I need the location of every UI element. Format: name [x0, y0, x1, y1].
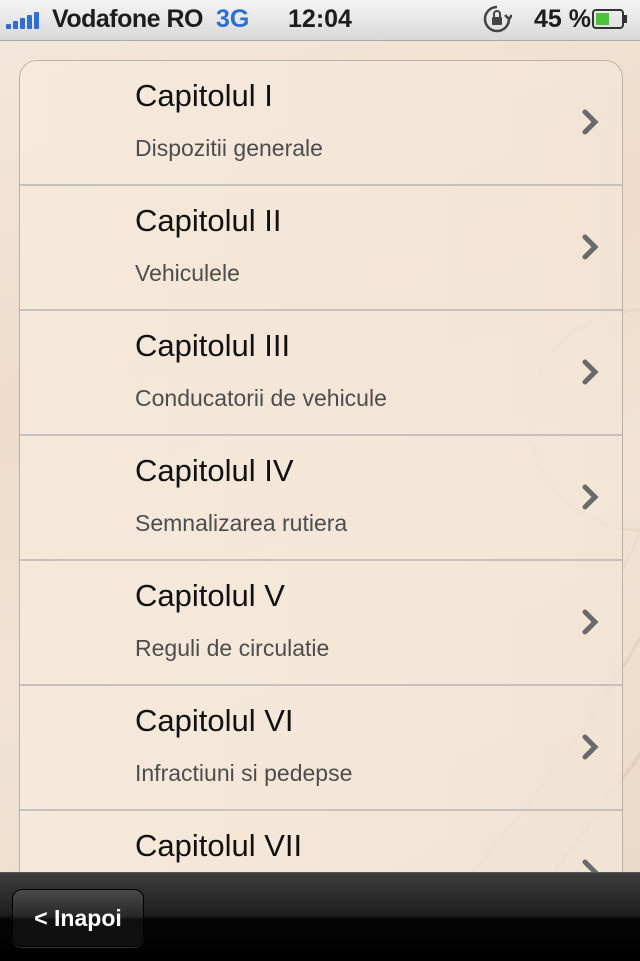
- chapter-subtitle: Semnalizarea rutiera: [135, 510, 348, 536]
- list-item-chapter-2[interactable]: [20, 186, 622, 311]
- chapter-title: Capitolul VII: [135, 828, 303, 863]
- chapter-subtitle: Dispozitii generale: [135, 135, 323, 161]
- chevron-right-icon: [580, 108, 602, 136]
- battery-icon: [592, 9, 628, 29]
- chapter-title: Capitolul I: [135, 78, 273, 113]
- chapter-subtitle: Conducatorii de vehicule: [135, 385, 387, 411]
- chevron-right-icon: [580, 483, 602, 511]
- list-item-chapter-3[interactable]: [20, 311, 622, 436]
- chapters-list: [19, 60, 623, 901]
- chapter-title: Capitolul V: [135, 578, 285, 613]
- network-type: 3G: [216, 5, 250, 33]
- chapter-title: Capitolul III: [135, 328, 291, 363]
- chevron-right-icon: [580, 358, 602, 386]
- carrier-name: Vodafone RO: [52, 5, 203, 33]
- chevron-right-icon: [580, 733, 602, 761]
- status-time: 12:04: [288, 5, 352, 33]
- rotation-lock-icon: [482, 4, 512, 34]
- status-bar: [0, 0, 640, 41]
- list-item-chapter-1[interactable]: [20, 61, 622, 186]
- list-item-chapter-6[interactable]: [20, 686, 622, 811]
- chapter-title: Capitolul VI: [135, 703, 294, 738]
- chapter-subtitle: Reguli de circulatie: [135, 635, 330, 661]
- chevron-right-icon: [580, 608, 602, 636]
- chapter-subtitle: Vehiculele: [135, 260, 240, 286]
- chapter-subtitle: Infractiuni si pedepse: [135, 760, 353, 786]
- list-item-chapter-4[interactable]: [20, 436, 622, 561]
- battery-percentage: 45 %: [534, 5, 591, 33]
- back-button[interactable]: < Inapoi: [12, 889, 144, 947]
- chevron-right-icon: [580, 233, 602, 261]
- chapter-title: Capitolul II: [135, 203, 282, 238]
- chapter-title: Capitolul IV: [135, 453, 294, 488]
- list-item-chapter-5[interactable]: [20, 561, 622, 686]
- bottom-toolbar: [0, 872, 640, 961]
